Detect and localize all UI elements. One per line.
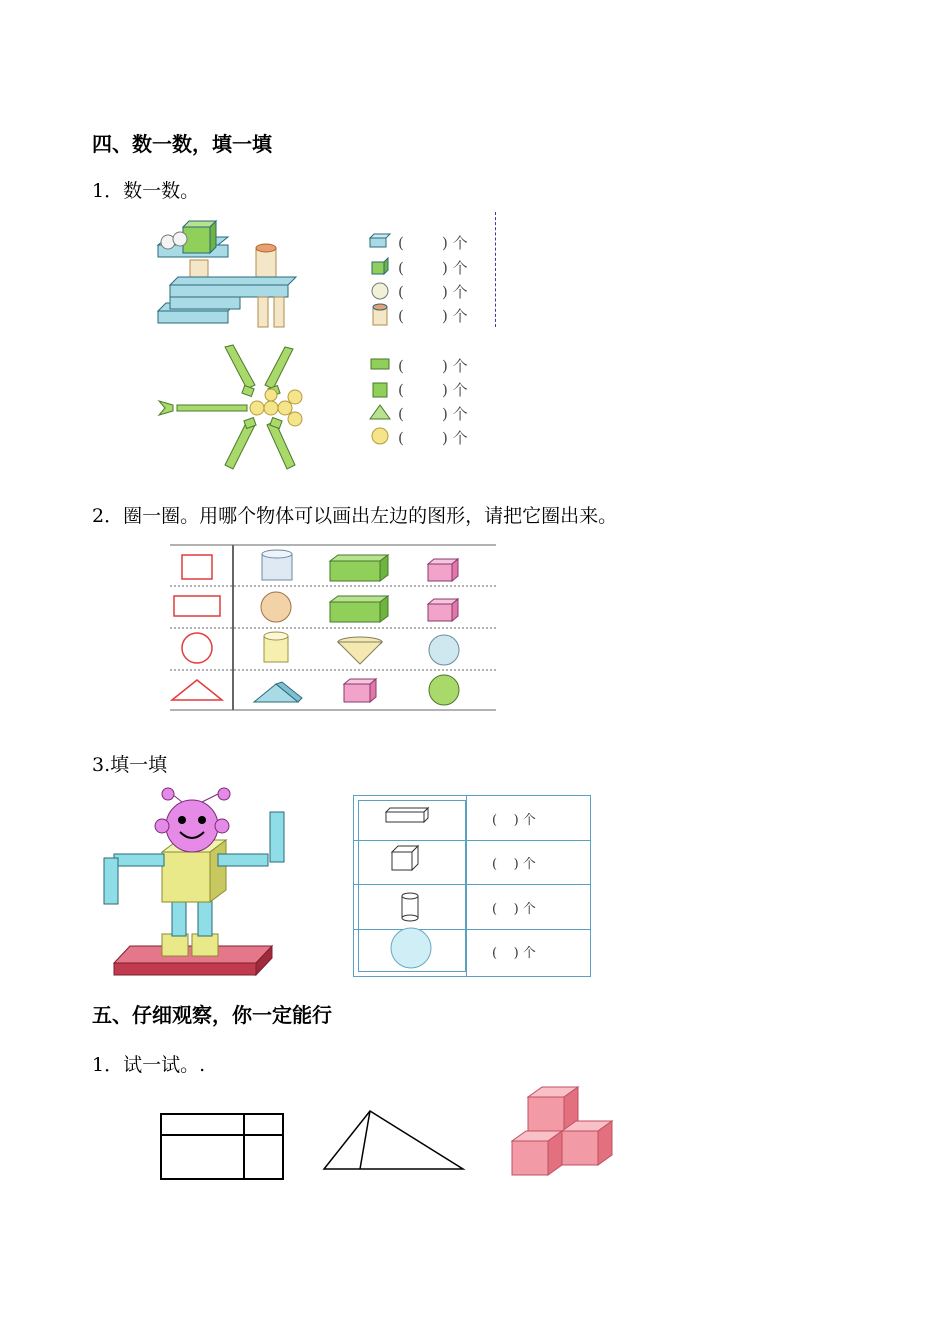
count-blank-cylinder[interactable]: ( ) 个 <box>398 307 468 325</box>
row2-objects <box>261 592 458 622</box>
cuboid-icon <box>370 238 386 247</box>
count-blank-circle[interactable]: ( ) 个 <box>398 429 468 447</box>
section-5-title: 五、仔细观察，你一定能行 <box>92 1003 332 1027</box>
section-5-question-1: 1．试一试。. <box>92 1054 206 1076</box>
circle-icon <box>372 428 388 444</box>
dashed-divider <box>495 212 496 327</box>
outline-rectangle <box>174 596 220 616</box>
sphere-icon <box>372 283 388 299</box>
count-blank-sphere[interactable]: ( ) 个 <box>398 283 468 301</box>
count-blank-triangle[interactable]: ( ) 个 <box>398 405 468 423</box>
rectangle-icon <box>371 359 389 369</box>
divided-rectangle <box>161 1114 283 1179</box>
cuboid-icon <box>386 812 424 822</box>
cube-icon <box>392 852 412 870</box>
divided-triangle <box>324 1111 463 1169</box>
row3-objects <box>264 632 459 665</box>
section-4-title: 四、数一数，填一填 <box>92 132 272 156</box>
q3-table-shapes <box>384 800 444 972</box>
count-blank-cuboid[interactable]: ( ) 个 <box>398 234 468 252</box>
count-blank-square[interactable]: ( ) 个 <box>398 381 468 399</box>
sticks-figure <box>155 345 315 470</box>
robot-figure <box>100 788 280 980</box>
row1-objects <box>262 550 458 581</box>
outline-circle <box>182 633 212 663</box>
row4-objects <box>254 675 459 705</box>
question-1-title: 1．数一数。 <box>92 180 200 202</box>
sphere-icon <box>391 928 431 968</box>
question-3-title: 3.填一填 <box>92 754 168 776</box>
legend-shapes-2d <box>368 355 396 450</box>
observation-figures <box>160 1087 620 1182</box>
count-blank-cube[interactable]: ( ) 个 <box>398 259 468 277</box>
triangle-icon <box>370 405 390 419</box>
cube-stack <box>512 1087 612 1175</box>
table-count-sphere[interactable]: ( ) 个 <box>492 946 536 961</box>
question-2-title: 2．圈一圈。用哪个物体可以画出左边的图形，请把它圈出来。 <box>92 505 618 527</box>
block-structure-figure <box>148 215 308 335</box>
count-blank-rectangle[interactable]: ( ) 个 <box>398 357 468 375</box>
outline-triangle <box>172 680 222 700</box>
table-count-cylinder[interactable]: ( ) 个 <box>492 902 536 917</box>
cube-icon <box>372 262 384 274</box>
square-icon <box>373 383 387 397</box>
table-count-cuboid[interactable]: ( ) 个 <box>492 813 536 828</box>
outline-square <box>182 555 212 579</box>
legend-shapes-3d <box>368 232 396 332</box>
table-count-cube[interactable]: ( ) 个 <box>492 857 536 872</box>
circle-shapes-table <box>170 544 498 712</box>
